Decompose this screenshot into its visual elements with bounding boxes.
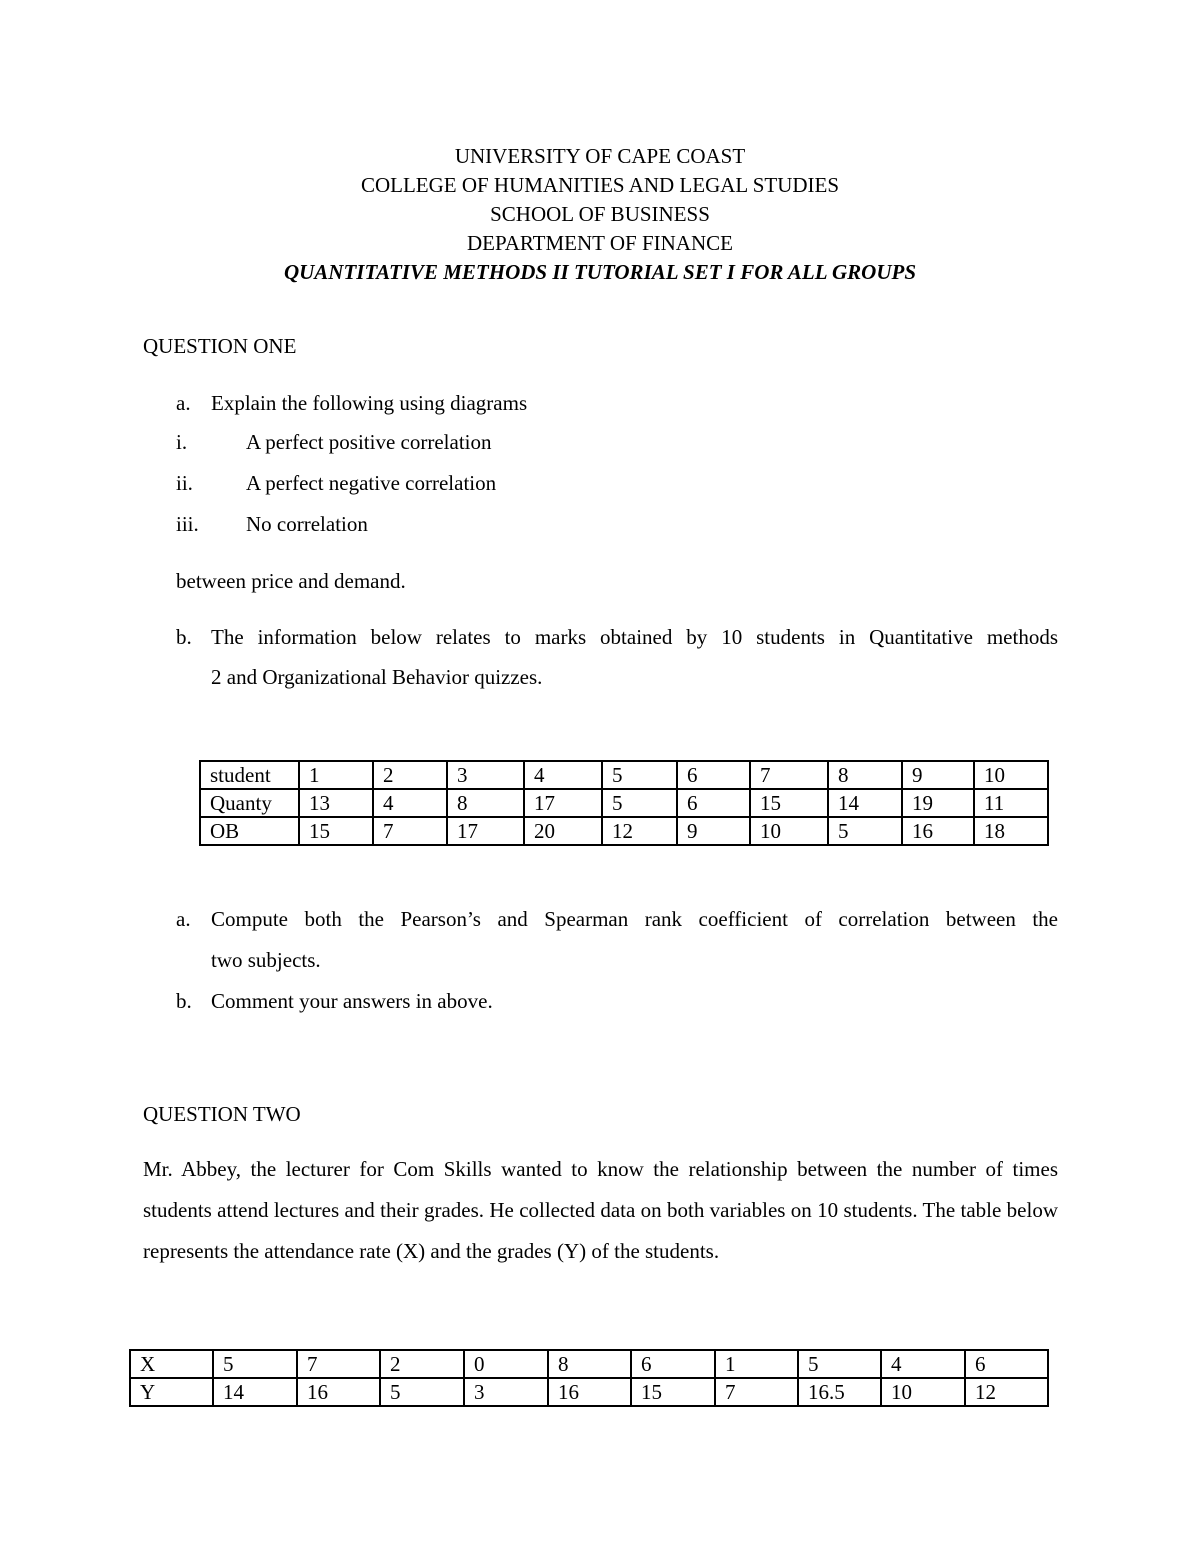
table-cell: 16.5 [798, 1378, 881, 1406]
follow-a-label: a. [176, 907, 191, 931]
college-name: COLLEGE OF HUMANITIES AND LEGAL STUDIES [360, 173, 840, 197]
subitem-number: i. [176, 430, 188, 454]
table-cell: 11 [974, 789, 1048, 817]
between-text: between price and demand. [176, 569, 406, 593]
table-cell: 17 [524, 789, 602, 817]
table-cell: 5 [380, 1378, 464, 1406]
row-label: OB [200, 817, 299, 845]
table-cell: 4 [524, 761, 602, 789]
table-cell: 15 [750, 789, 828, 817]
table-cell: 2 [373, 761, 447, 789]
table-cell: 16 [297, 1378, 380, 1406]
table-cell: 12 [602, 817, 677, 845]
table-cell: 5 [602, 761, 677, 789]
table-cell: 10 [881, 1378, 965, 1406]
table-cell: 0 [464, 1350, 548, 1378]
quiz-marks-table [199, 760, 1049, 846]
subitem-text: A perfect negative correlation [246, 471, 497, 495]
table-cell: 13 [299, 789, 373, 817]
table-row [200, 761, 1048, 789]
table-cell: 16 [548, 1378, 631, 1406]
table-cell: 2 [380, 1350, 464, 1378]
table-cell: 6 [677, 789, 750, 817]
question-two-heading: QUESTION TWO [143, 1102, 301, 1126]
question-two-paragraph: Mr. Abbey, the lecturer for Com Skills wanted to know the relationship between the number of times students attend lectures and their grades. He collected data on both variables on 10 students. The table below represents the attendance rate (X) and the grades (Y) of the students. [143, 1157, 1058, 1263]
row-label: Y [130, 1378, 213, 1406]
table-cell: 19 [902, 789, 974, 817]
table-cell: 7 [715, 1378, 798, 1406]
course-title: QUANTITATIVE METHODS II TUTORIAL SET I FOR ALL GROUPS [283, 260, 917, 284]
table-cell: 4 [373, 789, 447, 817]
table-cell: 10 [974, 761, 1048, 789]
table-cell: 17 [447, 817, 524, 845]
school-name: SCHOOL OF BUSINESS [490, 202, 710, 226]
table-row [200, 817, 1048, 845]
table-cell: 16 [902, 817, 974, 845]
follow-a-line-1: Compute both the Pearson’s and Spearman rank coefficient of correlation between the [211, 907, 1058, 931]
subitem-text: A perfect positive correlation [246, 430, 492, 454]
attendance-grades-table [129, 1349, 1049, 1407]
table-row [130, 1378, 1048, 1406]
table-cell: 10 [750, 817, 828, 845]
table-cell: 8 [447, 789, 524, 817]
subitem-text: No correlation [246, 512, 368, 536]
question-one-heading: QUESTION ONE [143, 334, 297, 358]
table-cell: 5 [602, 789, 677, 817]
table-cell: 9 [677, 817, 750, 845]
table-cell: 9 [902, 761, 974, 789]
table-row [200, 789, 1048, 817]
table-cell: 14 [213, 1378, 297, 1406]
table-cell: 20 [524, 817, 602, 845]
department-name: DEPARTMENT OF FINANCE [467, 231, 733, 255]
table-cell: 6 [677, 761, 750, 789]
follow-b-text: Comment your answers in above. [211, 989, 493, 1013]
table-cell: 7 [297, 1350, 380, 1378]
table-cell: 18 [974, 817, 1048, 845]
table-cell: 15 [631, 1378, 715, 1406]
table-cell: 1 [715, 1350, 798, 1378]
part-b-line-2: 2 and Organizational Behavior quizzes. [211, 665, 543, 689]
table-cell: 7 [750, 761, 828, 789]
university-name: UNIVERSITY OF CAPE COAST [454, 144, 746, 168]
table-cell: 5 [828, 817, 902, 845]
table-cell: 5 [798, 1350, 881, 1378]
part-a-label: a. [176, 391, 191, 415]
table-cell: 15 [299, 817, 373, 845]
table-cell: 7 [373, 817, 447, 845]
table-cell: 3 [464, 1378, 548, 1406]
table-cell: 4 [881, 1350, 965, 1378]
row-label: Quanty [200, 789, 299, 817]
document-header [0, 142, 1200, 287]
table-cell: 1 [299, 761, 373, 789]
part-b-label: b. [176, 625, 192, 649]
table-cell: 6 [965, 1350, 1048, 1378]
row-label: student [200, 761, 299, 789]
subitem-number: iii. [176, 512, 199, 536]
table-cell: 14 [828, 789, 902, 817]
row-label: X [130, 1350, 213, 1378]
table-cell: 5 [213, 1350, 297, 1378]
part-a-text: Explain the following using diagrams [211, 391, 528, 415]
table-row [130, 1350, 1048, 1378]
part-b-line-1: The information below relates to marks obtained by 10 students in Quantitative methods [211, 625, 1058, 649]
subitem-number: ii. [176, 471, 193, 495]
table-cell: 6 [631, 1350, 715, 1378]
table-cell: 3 [447, 761, 524, 789]
table-cell: 8 [828, 761, 902, 789]
table-cell: 12 [965, 1378, 1048, 1406]
follow-a-line-2: two subjects. [211, 948, 321, 972]
follow-b-label: b. [176, 989, 192, 1013]
table-cell: 8 [548, 1350, 631, 1378]
